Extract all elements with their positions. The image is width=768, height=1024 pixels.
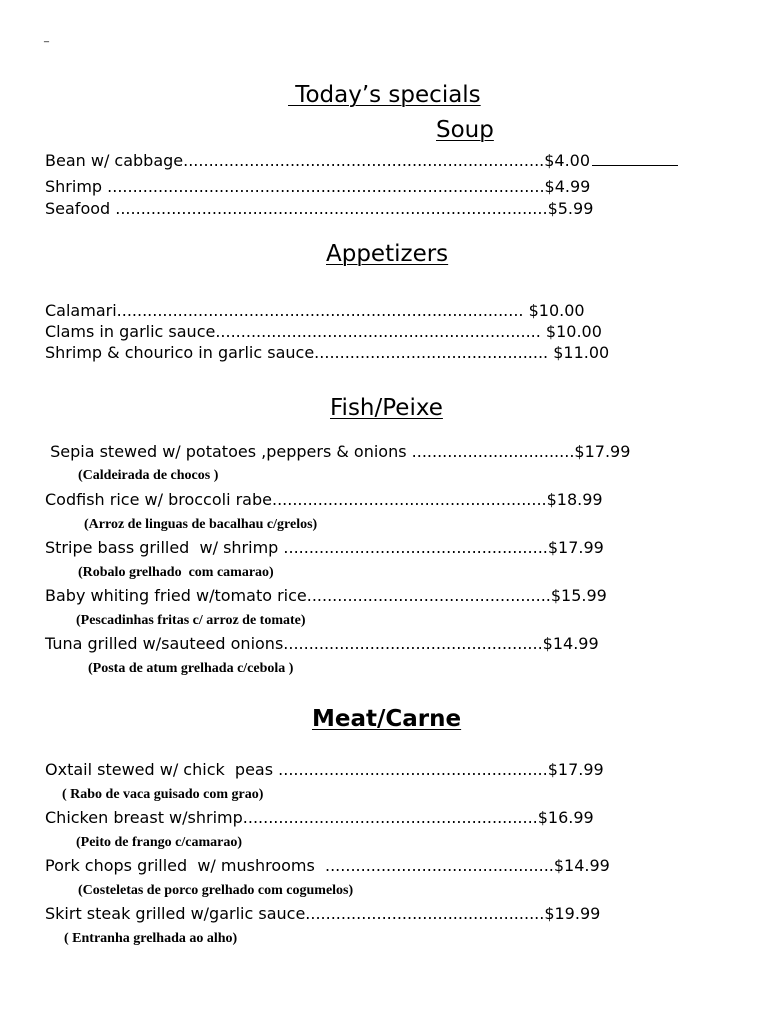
menu-item-translation: (Arroz de linguas de bacalhau c/grelos)	[84, 517, 318, 532]
menu-item-line	[45, 151, 678, 171]
page-title: Today’s specials	[288, 82, 481, 108]
menu-item-line: Skirt steak grilled w/garlic sauce...............................................$19.99	[45, 904, 601, 923]
menu-item-line: Calamari................................................................................ $10.00	[45, 301, 585, 320]
menu-item-line: Chicken breast w/shrimp..........................................................$16.99	[45, 808, 594, 827]
menu-item-line: Clams in garlic sauce................................................................ $10.00	[45, 322, 602, 341]
menu-item-translation: (Posta de atum grelhada c/cebola )	[88, 661, 294, 676]
menu-item-text: Bean w/ cabbage.......................................................................$4.00	[45, 151, 591, 170]
menu-item-line: Shrimp ......................................................................................$4.99	[45, 177, 591, 196]
corner-mark: _	[44, 32, 49, 43]
soup-heading: Soup	[436, 117, 494, 143]
menu-item-translation: (Robalo grelhado com camarao)	[78, 565, 274, 580]
menu-item-translation: (Peito de frango c/camarao)	[76, 835, 242, 850]
menu-item-translation: (Caldeirada de chocos )	[78, 468, 219, 483]
menu-item-line: Tuna grilled w/sauteed onions...................................................$14.99	[45, 634, 599, 653]
menu-item-translation: ( Rabo de vaca guisado com grao)	[62, 787, 264, 802]
menu-item-line: Stripe bass grilled w/ shrimp ....................................................$17.99	[45, 538, 604, 557]
blank-underline	[592, 151, 678, 166]
menu-item-line: Shrimp & chourico in garlic sauce.............................................. $11.00	[45, 343, 610, 362]
menu-item-line: Baby whiting fried w/tomato rice................................................$15.99	[45, 586, 607, 605]
fish-heading: Fish/Peixe	[330, 395, 443, 421]
menu-item-line: Oxtail stewed w/ chick peas .....................................................$17.99	[45, 760, 604, 779]
menu-item-translation: (Costeletas de porco grelhado com cogumelos)	[78, 883, 354, 898]
menu-item-translation: ( Entranha grelhada ao alho)	[64, 931, 238, 946]
menu-item-translation: (Pescadinhas fritas c/ arroz de tomate)	[76, 613, 306, 628]
menu-item-line: Seafood .....................................................................................$5.99	[45, 199, 594, 218]
menu-item-line: Sepia stewed w/ potatoes ,peppers & onions ................................$17.99	[45, 442, 631, 461]
menu-item-line: Pork chops grilled w/ mushrooms .............................................$14.99	[45, 856, 610, 875]
menu-item-line: Codfish rice w/ broccoli rabe......................................................$18.99	[45, 490, 603, 509]
appetizers-heading: Appetizers	[326, 241, 449, 267]
meat-heading: Meat/Carne	[312, 706, 462, 732]
